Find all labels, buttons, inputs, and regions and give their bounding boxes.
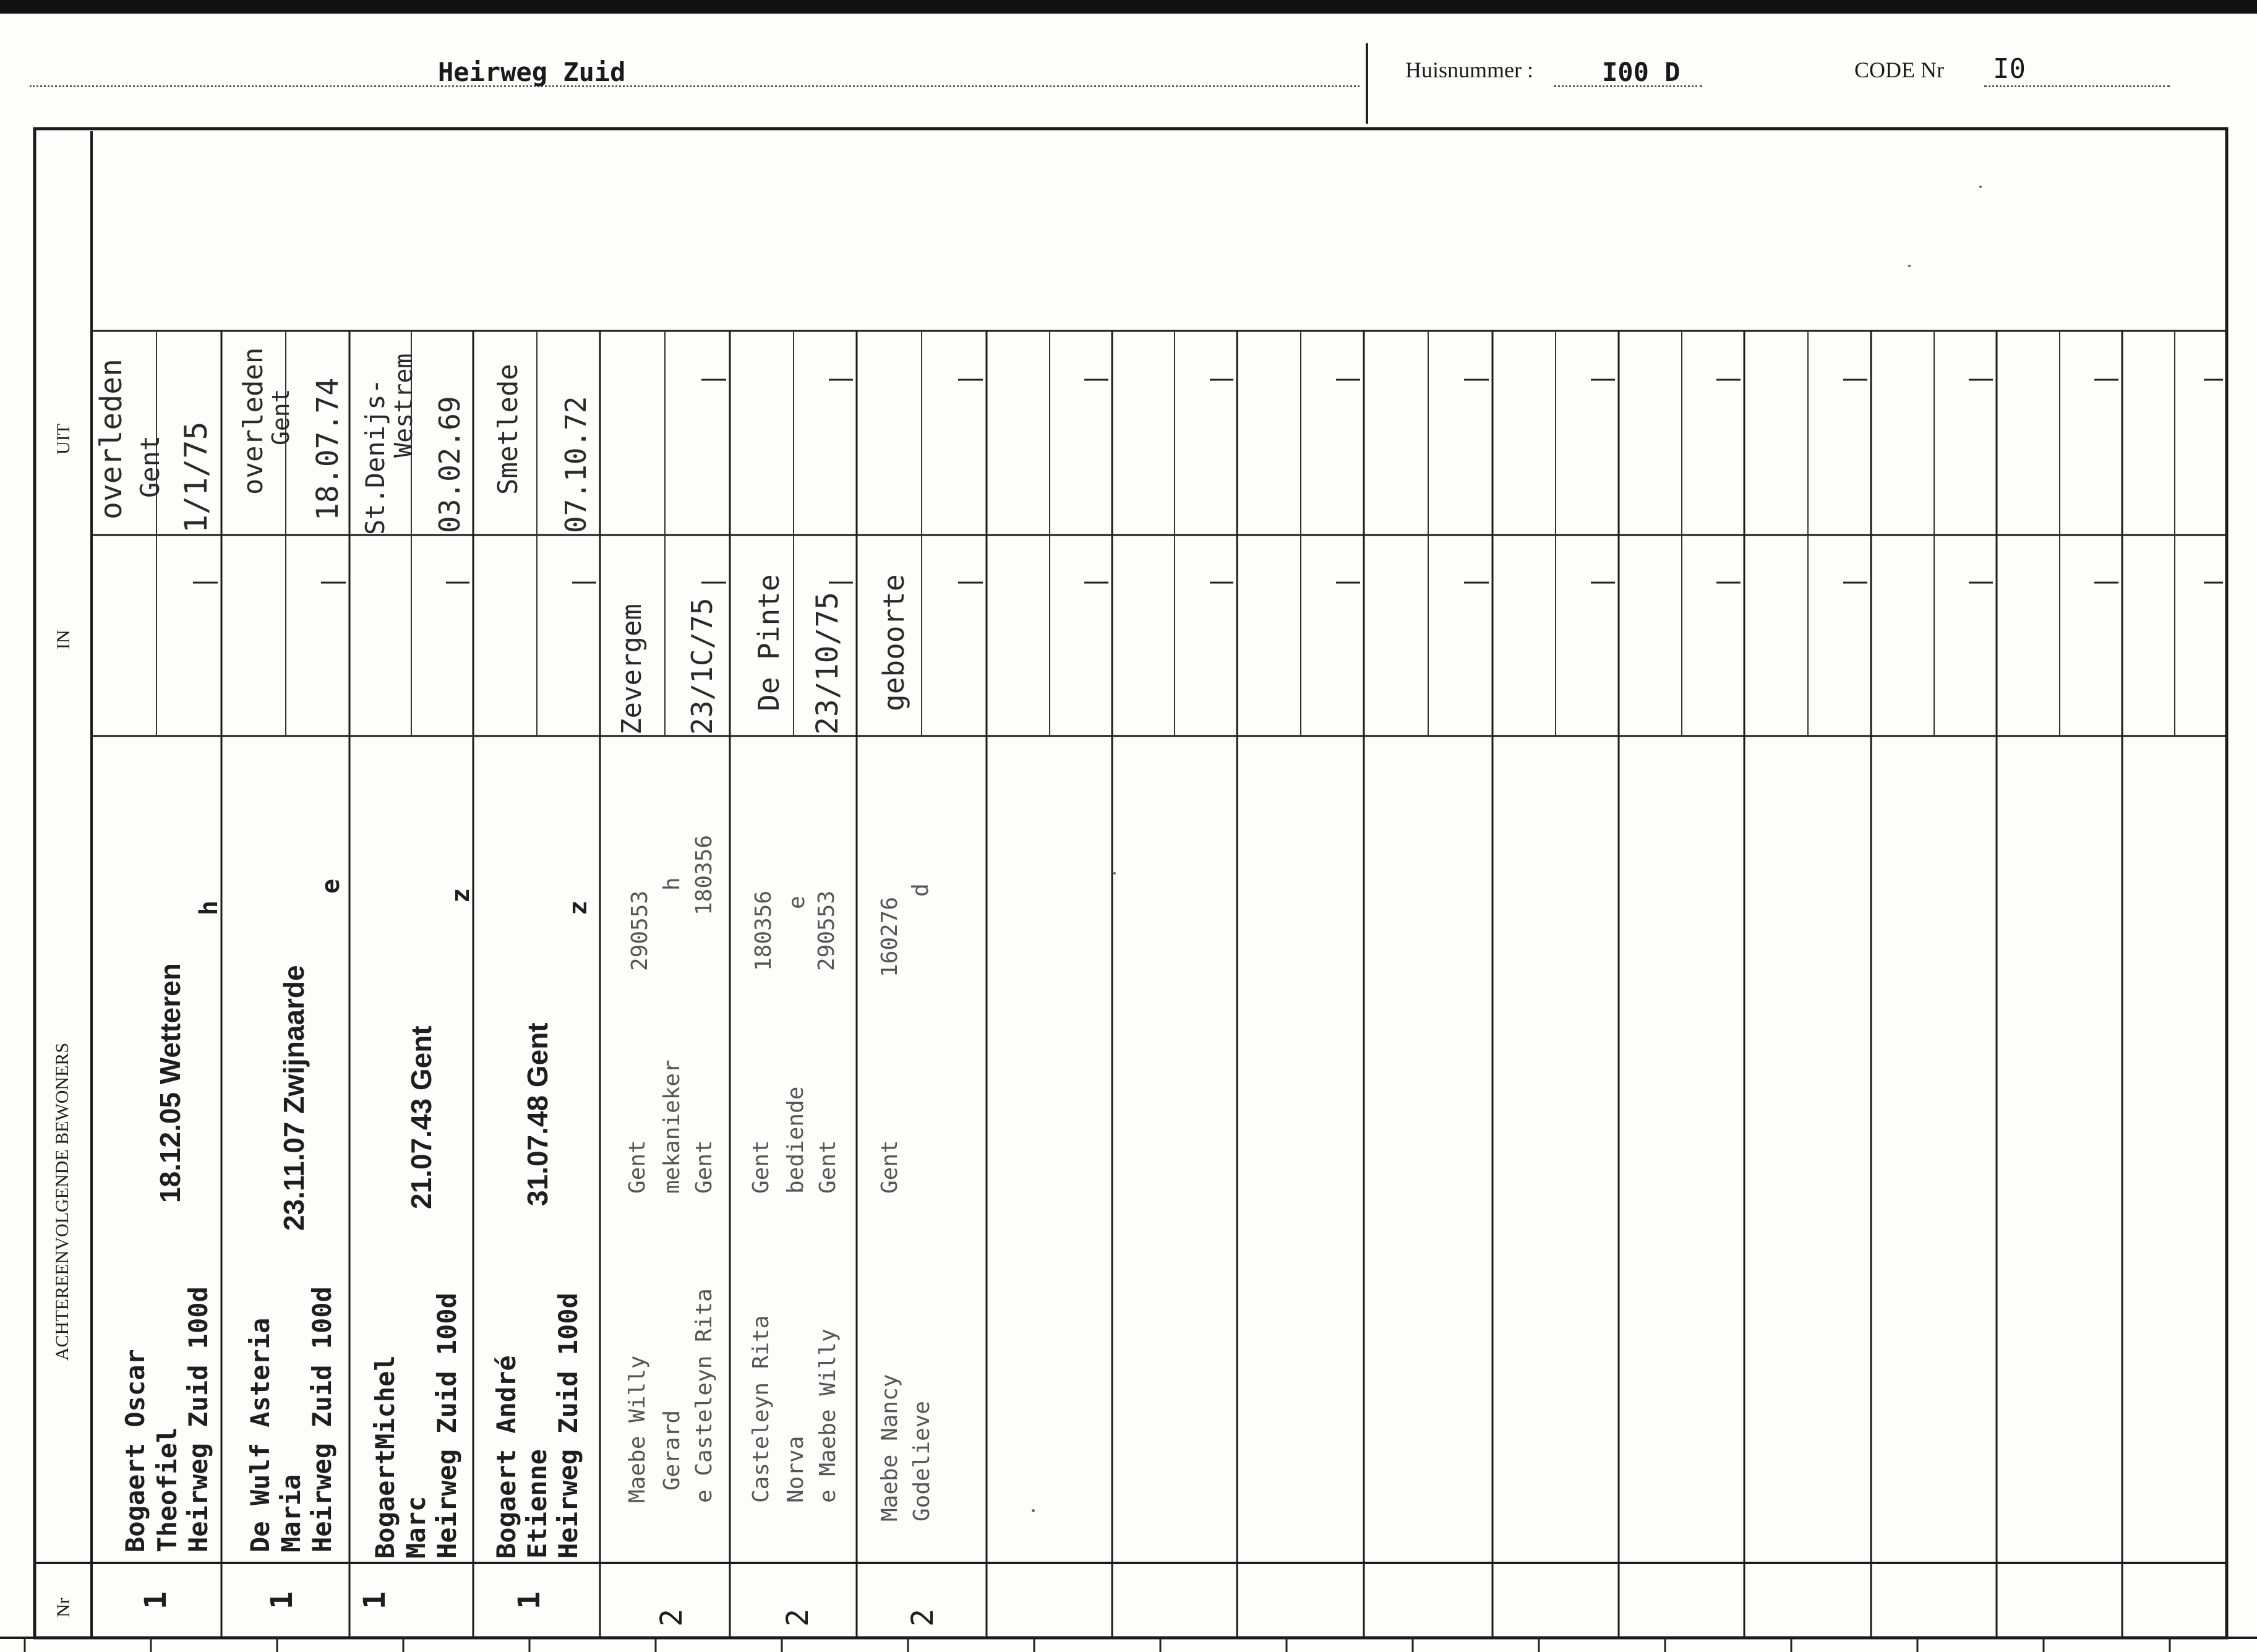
row1-birth: 18.12.05 Wetteren bbox=[154, 963, 186, 1203]
row3-address: Heirweg Zuid 100d bbox=[432, 1293, 462, 1559]
row4-name1: Bogaert André bbox=[491, 1355, 521, 1559]
bewoners-section-label: ACHTEREENVOLGENDE BEWONERS bbox=[52, 1042, 72, 1361]
row2-name1: De Wulf Asteria bbox=[245, 1317, 275, 1552]
row4-birth: 31.07.48 Gent bbox=[521, 1022, 554, 1206]
row1-name1: Bogaert Oscar bbox=[120, 1349, 150, 1552]
row6-name3: e Maebe Willy bbox=[815, 1329, 841, 1503]
row7-nr: 2 bbox=[906, 1609, 940, 1627]
row3-uit-date: 03.02.69 bbox=[433, 396, 466, 533]
row7-in-place: geboorte bbox=[877, 574, 910, 711]
row6-number1: 180356 bbox=[751, 890, 776, 971]
row3-sex: z bbox=[447, 888, 475, 903]
row5-number2: 180356 bbox=[692, 834, 717, 915]
street-name: Heirweg Zuid bbox=[438, 57, 626, 87]
scan-speck bbox=[1032, 1509, 1035, 1512]
row7-code: d bbox=[908, 883, 933, 897]
row3-uit-place2: Westrem bbox=[390, 353, 418, 458]
nr-section-label: Nr bbox=[53, 1598, 74, 1617]
house-number-label: Huisnummer : bbox=[1405, 58, 1533, 82]
form-border bbox=[35, 129, 2227, 1638]
in-section-label: IN bbox=[53, 630, 74, 649]
row6-name2: Norva bbox=[783, 1436, 808, 1503]
code-number-label: CODE Nr bbox=[1854, 58, 1944, 82]
row1-address: Heirweg Zuid 100d bbox=[183, 1286, 213, 1552]
row5-city2: Gent bbox=[692, 1140, 717, 1194]
row5-in-date: 23/1C/75 bbox=[685, 597, 719, 735]
row6-nr: 2 bbox=[781, 1609, 815, 1627]
row5-nr: 2 bbox=[654, 1609, 689, 1627]
row2-uit-date: 18.07.74 bbox=[310, 377, 345, 521]
row1-nr: 1 bbox=[139, 1591, 173, 1609]
scan-speck bbox=[1979, 186, 1982, 188]
row5-name3: e Casteleyn Rita bbox=[692, 1288, 717, 1503]
row6-code: e bbox=[784, 896, 810, 909]
row2-uit-place2: Gent bbox=[267, 388, 294, 445]
row5-number1: 290553 bbox=[627, 890, 653, 971]
row2-name2: Maria bbox=[276, 1474, 306, 1552]
uit-section-label: UIT bbox=[53, 424, 74, 455]
row7-city1: Gent bbox=[877, 1140, 902, 1194]
row2-sex: e bbox=[317, 878, 345, 894]
code-number-value: I0 bbox=[1993, 53, 2026, 85]
row3-uit-place: St.Denijs- bbox=[360, 379, 390, 535]
row2-nr: 1 bbox=[265, 1591, 299, 1609]
row7-number1: 160276 bbox=[877, 896, 902, 977]
row5-name2: Gerard bbox=[659, 1410, 685, 1491]
row7-name1: Maebe Nancy bbox=[877, 1374, 902, 1521]
scan-speck bbox=[1908, 265, 1911, 267]
row3-name2: Marc bbox=[401, 1496, 431, 1559]
row5-occupation: mekanieker bbox=[659, 1059, 685, 1194]
row4-uit-date: 07.10.72 bbox=[559, 396, 593, 533]
row5-code: h bbox=[659, 877, 685, 891]
row1-uit-place2: Gent bbox=[135, 435, 165, 498]
row5-in-place: Zevergem bbox=[616, 604, 648, 735]
row6-city1: Gent bbox=[748, 1140, 774, 1194]
row1-sex: h bbox=[195, 900, 223, 915]
row1-uit-date: 1/1/75 bbox=[178, 421, 214, 533]
row2-address: Heirweg Zuid 100d bbox=[307, 1286, 337, 1552]
row6-in-place: De Pinte bbox=[752, 574, 786, 711]
row3-name1: BogaertMichel bbox=[370, 1355, 400, 1559]
scan-speck bbox=[1113, 872, 1116, 875]
house-number-value: I00 D bbox=[1602, 57, 1681, 87]
row5-name1: Maebe Willy bbox=[625, 1355, 650, 1503]
row4-name2: Etienne bbox=[522, 1449, 552, 1559]
row6-name1: Casteleyn Rita bbox=[748, 1315, 774, 1503]
row4-uit-place: Smetlede bbox=[492, 364, 524, 495]
row4-nr: 1 bbox=[512, 1591, 547, 1609]
row2-birth: 23.11.07 Zwijnaarde bbox=[278, 965, 310, 1231]
row3-nr: 1 bbox=[358, 1591, 392, 1609]
row2-uit-place: overleden bbox=[238, 347, 269, 495]
row4-address: Heirweg Zuid 100d bbox=[553, 1293, 583, 1559]
row3-birth: 21.07.43 Gent bbox=[405, 1025, 437, 1209]
row1-name2: Theofiel bbox=[152, 1427, 182, 1552]
row6-occupation: bediende bbox=[783, 1086, 808, 1194]
row6-city2: Gent bbox=[815, 1140, 841, 1194]
row5-city1: Gent bbox=[625, 1140, 650, 1194]
row6-number2: 290553 bbox=[814, 890, 839, 971]
row7-name2: Godelieve bbox=[909, 1400, 935, 1521]
row4-sex: z bbox=[564, 900, 593, 915]
row1-uit-place: overleden bbox=[94, 358, 129, 520]
row6-in-date: 23/10/75 bbox=[810, 591, 845, 735]
